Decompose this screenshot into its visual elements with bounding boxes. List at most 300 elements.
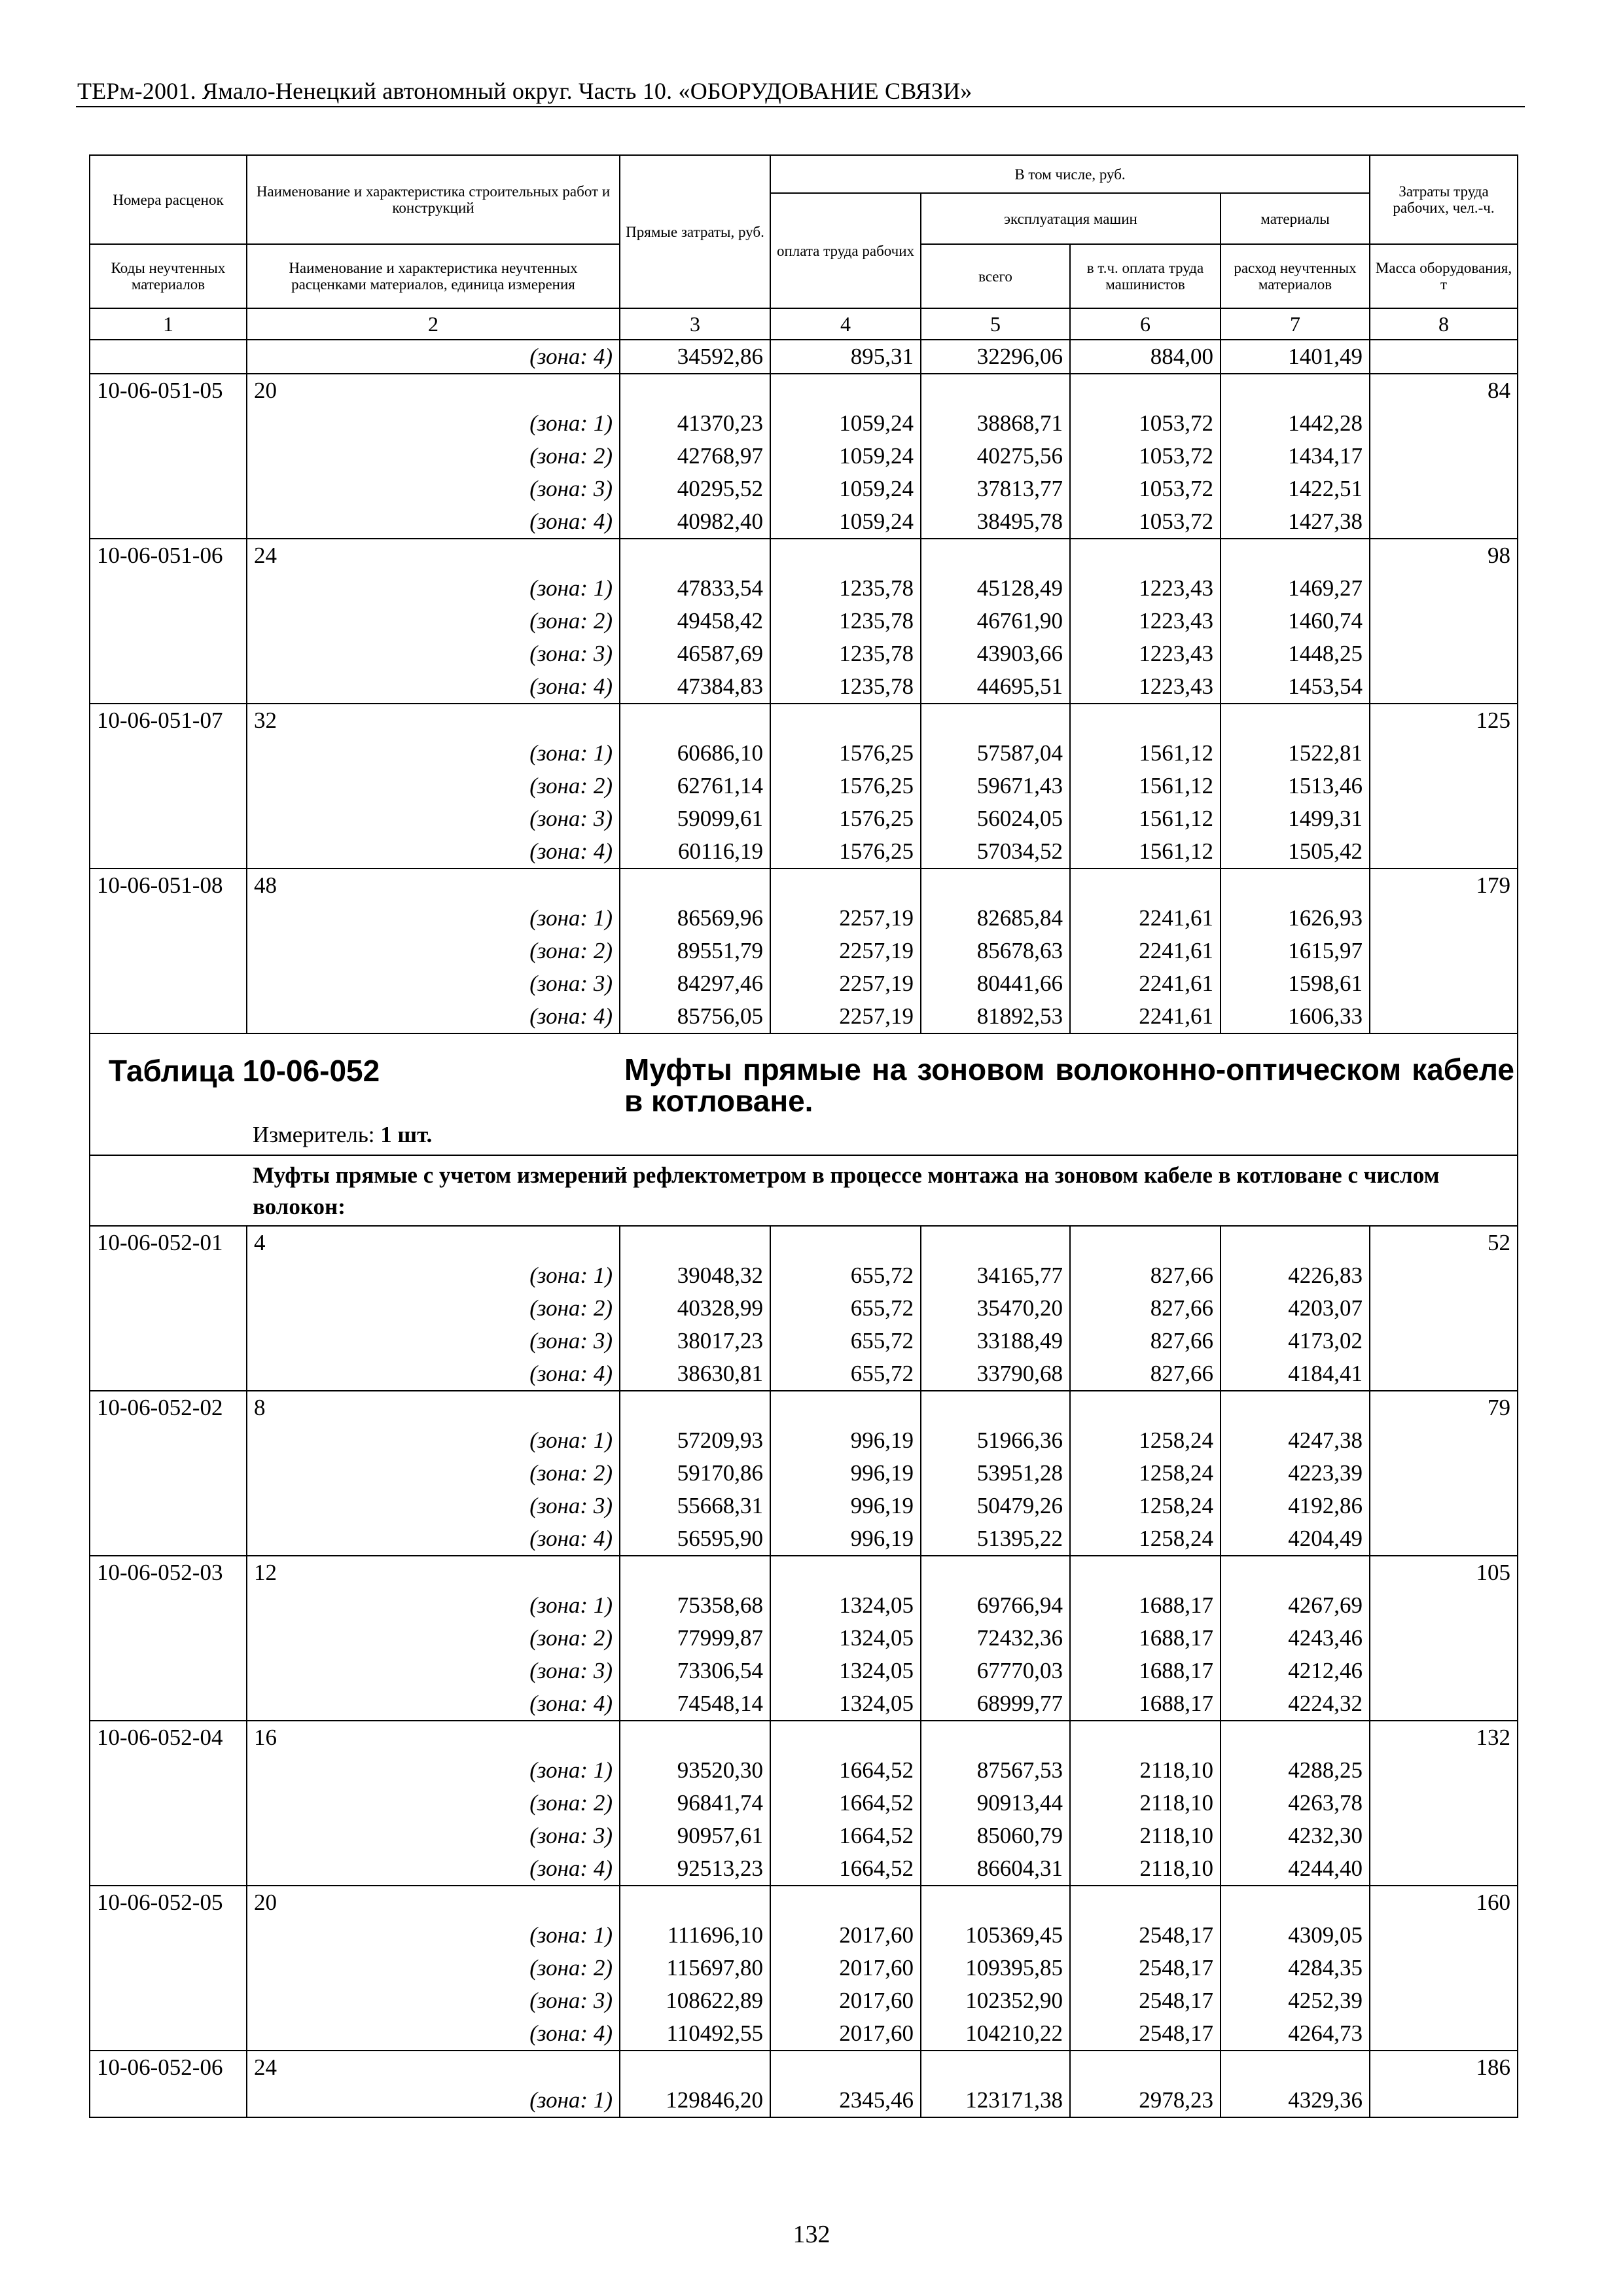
zone-row (90, 505, 1518, 539)
rate-parameter: 20 (247, 1886, 620, 1919)
zone-row (90, 2084, 1518, 2117)
rate-code: 10-06-052-02 (90, 1391, 247, 1424)
column-number: 4 (770, 308, 921, 340)
zone-row (90, 1787, 1518, 1820)
machinists-pay-value: 2978,23 (1070, 2084, 1221, 2117)
labor-pay-value: 2257,19 (770, 935, 921, 967)
empty-cell (1370, 835, 1518, 869)
table-name: Муфты прямые на зоновом волоконно-оптическом кабеле в котловане. (624, 1052, 1514, 1118)
machines-total-value: 90913,44 (921, 1787, 1070, 1820)
labor-pay-value: 1324,05 (770, 1687, 921, 1721)
zone-row (90, 1522, 1518, 1556)
col-head-equipment-mass: Масса оборудования, т (1370, 244, 1518, 308)
direct-costs-value: 38017,23 (620, 1325, 770, 1357)
empty-cell (90, 1522, 247, 1556)
empty-cell (1370, 1292, 1518, 1325)
rate-header-row (90, 2051, 1518, 2084)
empty-cell (90, 935, 247, 967)
machines-total-value: 82685,84 (921, 902, 1070, 935)
zone-label: (зона: 2) (247, 1622, 620, 1655)
labor-pay-value: 996,19 (770, 1457, 921, 1490)
rate-header-row (90, 869, 1518, 902)
empty-cell (1370, 1655, 1518, 1687)
labor-pay-value: 1576,25 (770, 737, 921, 770)
empty-cell (90, 407, 247, 440)
zone-label: (зона: 4) (247, 1357, 620, 1391)
empty-cell (1370, 967, 1518, 1000)
direct-costs-value: 77999,87 (620, 1622, 770, 1655)
zone-label: (зона: 4) (247, 340, 620, 374)
empty-cell (921, 1226, 1070, 1259)
machines-total-value: 45128,49 (921, 572, 1070, 605)
machinists-pay-value: 1258,24 (1070, 1490, 1221, 1522)
zone-row (90, 1000, 1518, 1033)
empty-cell (90, 802, 247, 835)
rate-code: 10-06-052-03 (90, 1556, 247, 1589)
zone-row (90, 473, 1518, 505)
machinists-pay-value: 1223,43 (1070, 605, 1221, 637)
empty-cell (90, 1919, 247, 1952)
col-head-materials-unaccounted: расход неучтенных материалов (1221, 244, 1370, 308)
zone-row (90, 902, 1518, 935)
zone-row (90, 340, 1518, 374)
materials-value: 1427,38 (1221, 505, 1370, 539)
machines-total-value: 81892,53 (921, 1000, 1070, 1033)
empty-cell (90, 473, 247, 505)
materials-value: 4284,35 (1221, 1952, 1370, 1984)
zone-row (90, 835, 1518, 869)
empty-cell (90, 1622, 247, 1655)
table-title-cell (90, 1033, 1518, 1155)
materials-value: 4204,49 (1221, 1522, 1370, 1556)
empty-cell (1370, 1259, 1518, 1292)
empty-cell (1370, 1424, 1518, 1457)
empty-cell (1370, 440, 1518, 473)
empty-cell (1370, 770, 1518, 802)
zone-label: (зона: 1) (247, 2084, 620, 2117)
machines-total-value: 56024,05 (921, 802, 1070, 835)
materials-value: 1626,93 (1221, 902, 1370, 935)
labor-cost-value: 179 (1370, 869, 1518, 902)
zone-label: (зона: 3) (247, 802, 620, 835)
materials-value: 1448,25 (1221, 637, 1370, 670)
rate-header-row (90, 704, 1518, 737)
zone-row (90, 737, 1518, 770)
direct-costs-value: 96841,74 (620, 1787, 770, 1820)
direct-costs-value: 93520,30 (620, 1754, 770, 1787)
direct-costs-value: 59099,61 (620, 802, 770, 835)
zone-label: (зона: 1) (247, 737, 620, 770)
empty-cell (620, 704, 770, 737)
machinists-pay-value: 827,66 (1070, 1259, 1221, 1292)
empty-cell (1070, 1226, 1221, 1259)
machines-total-value: 123171,38 (921, 2084, 1070, 2117)
zone-label: (зона: 1) (247, 1919, 620, 1952)
zone-label: (зона: 1) (247, 1754, 620, 1787)
zone-row (90, 1655, 1518, 1687)
empty-cell (1070, 2051, 1221, 2084)
empty-cell (1370, 1919, 1518, 1952)
labor-pay-value: 2257,19 (770, 1000, 921, 1033)
rate-code: 10-06-052-06 (90, 2051, 247, 2084)
zone-row (90, 2017, 1518, 2051)
materials-value: 4232,30 (1221, 1820, 1370, 1852)
col-head-labor-pay: оплата труда рабочих (770, 193, 921, 308)
empty-cell (1070, 1721, 1221, 1754)
materials-value: 4267,69 (1221, 1589, 1370, 1622)
empty-cell (90, 1457, 247, 1490)
machines-total-value: 87567,53 (921, 1754, 1070, 1787)
machines-total-value: 86604,31 (921, 1852, 1070, 1886)
machinists-pay-value: 2548,17 (1070, 2017, 1221, 2051)
direct-costs-value: 55668,31 (620, 1490, 770, 1522)
materials-value: 4226,83 (1221, 1259, 1370, 1292)
empty-cell (90, 737, 247, 770)
zone-label: (зона: 3) (247, 1490, 620, 1522)
labor-cost-value: 79 (1370, 1391, 1518, 1424)
materials-value: 1499,31 (1221, 802, 1370, 835)
labor-pay-value: 2017,60 (770, 1952, 921, 1984)
empty-cell (1221, 1391, 1370, 1424)
empty-cell (1070, 869, 1221, 902)
direct-costs-value: 89551,79 (620, 935, 770, 967)
machines-total-value: 38868,71 (921, 407, 1070, 440)
zone-label: (зона: 3) (247, 473, 620, 505)
machines-total-value: 34165,77 (921, 1259, 1070, 1292)
zone-label: (зона: 3) (247, 637, 620, 670)
materials-value: 1522,81 (1221, 737, 1370, 770)
machines-total-value: 32296,06 (921, 340, 1070, 374)
empty-cell (1370, 1952, 1518, 1984)
direct-costs-value: 86569,96 (620, 902, 770, 935)
labor-pay-value: 2017,60 (770, 1984, 921, 2017)
direct-costs-value: 85756,05 (620, 1000, 770, 1033)
direct-costs-value: 49458,42 (620, 605, 770, 637)
zone-label: (зона: 1) (247, 407, 620, 440)
empty-cell (90, 1589, 247, 1622)
zone-row (90, 1325, 1518, 1357)
rate-header-row (90, 1721, 1518, 1754)
materials-value: 4247,38 (1221, 1424, 1370, 1457)
empty-cell (90, 340, 247, 374)
machines-total-value: 38495,78 (921, 505, 1070, 539)
rate-header-row (90, 1886, 1518, 1919)
empty-cell (921, 374, 1070, 407)
rate-code: 10-06-052-05 (90, 1886, 247, 1919)
machinists-pay-value: 1258,24 (1070, 1522, 1221, 1556)
rate-code: 10-06-052-01 (90, 1226, 247, 1259)
machinists-pay-value: 1258,24 (1070, 1424, 1221, 1457)
machinists-pay-value: 2241,61 (1070, 1000, 1221, 1033)
labor-pay-value: 1059,24 (770, 505, 921, 539)
machinists-pay-value: 1223,43 (1070, 637, 1221, 670)
machinists-pay-value: 827,66 (1070, 1357, 1221, 1391)
zone-row (90, 935, 1518, 967)
machinists-pay-value: 827,66 (1070, 1325, 1221, 1357)
machines-total-value: 53951,28 (921, 1457, 1070, 1490)
zone-row (90, 1457, 1518, 1490)
rate-header-row (90, 1556, 1518, 1589)
labor-cost-value: 132 (1370, 1721, 1518, 1754)
machinists-pay-value: 827,66 (1070, 1292, 1221, 1325)
direct-costs-value: 75358,68 (620, 1589, 770, 1622)
empty-cell (620, 1721, 770, 1754)
empty-cell (770, 869, 921, 902)
empty-cell (1370, 505, 1518, 539)
machinists-pay-value: 1223,43 (1070, 670, 1221, 704)
materials-value: 4173,02 (1221, 1325, 1370, 1357)
machinists-pay-value: 1561,12 (1070, 737, 1221, 770)
zone-label: (зона: 3) (247, 967, 620, 1000)
direct-costs-value: 92513,23 (620, 1852, 770, 1886)
labor-pay-value: 1664,52 (770, 1787, 921, 1820)
empty-cell (90, 1490, 247, 1522)
machinists-pay-value: 2548,17 (1070, 1984, 1221, 2017)
labor-pay-value: 2017,60 (770, 1919, 921, 1952)
direct-costs-value: 129846,20 (620, 2084, 770, 2117)
materials-value: 1460,74 (1221, 605, 1370, 637)
materials-value: 4329,36 (1221, 2084, 1370, 2117)
empty-cell (1070, 539, 1221, 572)
materials-value: 4244,40 (1221, 1852, 1370, 1886)
machines-total-value: 57587,04 (921, 737, 1070, 770)
rate-parameter: 20 (247, 374, 620, 407)
labor-pay-value: 996,19 (770, 1522, 921, 1556)
empty-cell (1070, 1556, 1221, 1589)
direct-costs-value: 46587,69 (620, 637, 770, 670)
empty-cell (1370, 902, 1518, 935)
empty-cell (90, 1655, 247, 1687)
labor-pay-value: 1664,52 (770, 1852, 921, 1886)
labor-pay-value: 1576,25 (770, 835, 921, 869)
labor-pay-value: 655,72 (770, 1325, 921, 1357)
zone-row (90, 572, 1518, 605)
machinists-pay-value: 1053,72 (1070, 473, 1221, 505)
zone-row (90, 637, 1518, 670)
empty-cell (1370, 1457, 1518, 1490)
direct-costs-value: 38630,81 (620, 1357, 770, 1391)
materials-value: 1401,49 (1221, 340, 1370, 374)
materials-value: 1598,61 (1221, 967, 1370, 1000)
empty-cell (1370, 1820, 1518, 1852)
materials-value: 1505,42 (1221, 835, 1370, 869)
machinists-pay-value: 1561,12 (1070, 770, 1221, 802)
empty-cell (90, 1424, 247, 1457)
empty-cell (1070, 1391, 1221, 1424)
empty-cell (1221, 374, 1370, 407)
empty-cell (90, 572, 247, 605)
machines-total-value: 67770,03 (921, 1655, 1070, 1687)
header-rule (76, 106, 1525, 107)
empty-cell (921, 1886, 1070, 1919)
column-number: 7 (1221, 308, 1370, 340)
labor-pay-value: 2017,60 (770, 2017, 921, 2051)
empty-cell (90, 2017, 247, 2051)
labor-cost-value: 105 (1370, 1556, 1518, 1589)
empty-cell (1221, 1556, 1370, 1589)
empty-cell (90, 902, 247, 935)
rate-header-row (90, 1226, 1518, 1259)
direct-costs-value: 111696,10 (620, 1919, 770, 1952)
machines-total-value: 72432,36 (921, 1622, 1070, 1655)
direct-costs-value: 110492,55 (620, 2017, 770, 2051)
materials-value: 4263,78 (1221, 1787, 1370, 1820)
empty-cell (770, 374, 921, 407)
empty-cell (921, 704, 1070, 737)
empty-cell (90, 1325, 247, 1357)
column-number: 8 (1370, 308, 1518, 340)
rate-header-row (90, 1391, 1518, 1424)
machines-total-value: 37813,77 (921, 473, 1070, 505)
empty-cell (620, 539, 770, 572)
col-head-machinists-pay: в т.ч. оплата труда машинистов (1070, 244, 1221, 308)
direct-costs-value: 60686,10 (620, 737, 770, 770)
table-title-row (90, 1033, 1518, 1155)
empty-cell (620, 1556, 770, 1589)
empty-cell (620, 869, 770, 902)
zone-row (90, 1852, 1518, 1886)
zone-label: (зона: 3) (247, 1655, 620, 1687)
empty-cell (1070, 704, 1221, 737)
direct-costs-value: 42768,97 (620, 440, 770, 473)
zone-label: (зона: 3) (247, 1325, 620, 1357)
direct-costs-value: 73306,54 (620, 1655, 770, 1687)
column-number: 5 (921, 308, 1070, 340)
zone-row (90, 1984, 1518, 2017)
zone-label: (зона: 2) (247, 605, 620, 637)
rate-parameter: 32 (247, 704, 620, 737)
materials-value: 1422,51 (1221, 473, 1370, 505)
empty-cell (620, 1226, 770, 1259)
machinists-pay-value: 1688,17 (1070, 1687, 1221, 1721)
labor-pay-value: 2257,19 (770, 967, 921, 1000)
direct-costs-value: 62761,14 (620, 770, 770, 802)
direct-costs-value: 57209,93 (620, 1424, 770, 1457)
machinists-pay-value: 1688,17 (1070, 1622, 1221, 1655)
materials-value: 4184,41 (1221, 1357, 1370, 1391)
machines-total-value: 44695,51 (921, 670, 1070, 704)
direct-costs-value: 108622,89 (620, 1984, 770, 2017)
empty-cell (1370, 1687, 1518, 1721)
empty-cell (90, 1687, 247, 1721)
empty-cell (1221, 704, 1370, 737)
empty-cell (770, 539, 921, 572)
labor-pay-value: 655,72 (770, 1259, 921, 1292)
materials-value: 4223,39 (1221, 1457, 1370, 1490)
labor-pay-value: 895,31 (770, 340, 921, 374)
direct-costs-value: 47833,54 (620, 572, 770, 605)
labor-pay-value: 655,72 (770, 1292, 921, 1325)
labor-pay-value: 1235,78 (770, 637, 921, 670)
empty-cell (921, 539, 1070, 572)
machines-total-value: 33790,68 (921, 1357, 1070, 1391)
empty-cell (90, 637, 247, 670)
rate-parameter: 4 (247, 1226, 620, 1259)
table-number: Таблица 10-06-052 (109, 1054, 380, 1088)
direct-costs-value: 40328,99 (620, 1292, 770, 1325)
machines-total-value: 51966,36 (921, 1424, 1070, 1457)
empty-cell (1370, 407, 1518, 440)
materials-value: 1453,54 (1221, 670, 1370, 704)
machines-total-value: 46761,90 (921, 605, 1070, 637)
empty-cell (90, 1259, 247, 1292)
empty-cell (90, 1952, 247, 1984)
empty-cell (90, 1820, 247, 1852)
zone-row (90, 1589, 1518, 1622)
zone-row (90, 967, 1518, 1000)
machinists-pay-value: 1561,12 (1070, 835, 1221, 869)
column-number: 3 (620, 308, 770, 340)
measure-value: 1 шт. (380, 1122, 433, 1147)
empty-cell (620, 374, 770, 407)
empty-cell (1370, 1000, 1518, 1033)
empty-cell (90, 2084, 247, 2117)
empty-cell (1070, 374, 1221, 407)
rate-code: 10-06-052-04 (90, 1721, 247, 1754)
zone-label: (зона: 2) (247, 1952, 620, 1984)
labor-cost-value: 125 (1370, 704, 1518, 737)
rate-parameter: 12 (247, 1556, 620, 1589)
zone-row (90, 605, 1518, 637)
machines-total-value: 69766,94 (921, 1589, 1070, 1622)
empty-cell (620, 2051, 770, 2084)
zone-label: (зона: 2) (247, 1457, 620, 1490)
labor-pay-value: 1235,78 (770, 605, 921, 637)
rate-parameter: 48 (247, 869, 620, 902)
empty-cell (90, 1787, 247, 1820)
zone-row (90, 440, 1518, 473)
direct-costs-value: 56595,90 (620, 1522, 770, 1556)
machinists-pay-value: 2548,17 (1070, 1919, 1221, 1952)
machinists-pay-value: 2241,61 (1070, 935, 1221, 967)
labor-pay-value: 996,19 (770, 1424, 921, 1457)
machinists-pay-value: 2118,10 (1070, 1754, 1221, 1787)
page-number: 132 (793, 2221, 830, 2248)
labor-pay-value: 1324,05 (770, 1589, 921, 1622)
zone-row (90, 670, 1518, 704)
direct-costs-value: 59170,86 (620, 1457, 770, 1490)
col-head-including: В том числе, руб. (770, 155, 1370, 193)
materials-value: 4264,73 (1221, 2017, 1370, 2051)
empty-cell (921, 869, 1070, 902)
direct-costs-value: 47384,83 (620, 670, 770, 704)
empty-cell (90, 670, 247, 704)
column-number: 1 (90, 308, 247, 340)
materials-value: 1469,27 (1221, 572, 1370, 605)
empty-cell (90, 1000, 247, 1033)
empty-cell (1370, 572, 1518, 605)
empty-cell (90, 1754, 247, 1787)
empty-cell (90, 440, 247, 473)
empty-cell (921, 1556, 1070, 1589)
column-number: 6 (1070, 308, 1221, 340)
machinists-pay-value: 1053,72 (1070, 505, 1221, 539)
labor-pay-value: 1059,24 (770, 440, 921, 473)
machines-total-value: 40275,56 (921, 440, 1070, 473)
empty-cell (1221, 1886, 1370, 1919)
machinists-pay-value: 884,00 (1070, 340, 1221, 374)
direct-costs-value: 74548,14 (620, 1687, 770, 1721)
empty-cell (770, 1556, 921, 1589)
labor-pay-value: 1235,78 (770, 670, 921, 704)
empty-cell (90, 505, 247, 539)
zone-label: (зона: 1) (247, 1589, 620, 1622)
price-table (89, 154, 1518, 2118)
labor-pay-value: 1324,05 (770, 1622, 921, 1655)
table-description-row (90, 1155, 1518, 1226)
empty-cell (90, 1292, 247, 1325)
empty-cell (1370, 1984, 1518, 2017)
